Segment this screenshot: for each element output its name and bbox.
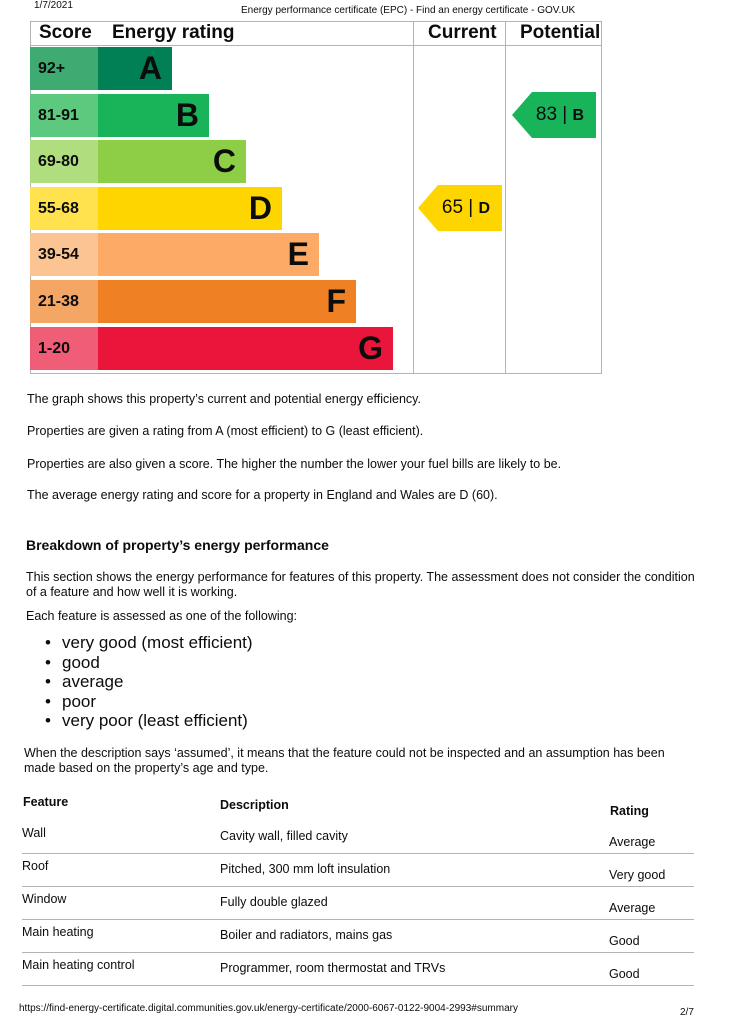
rating-column-header: Rating [610, 804, 649, 818]
feature-cell: Roof [22, 859, 49, 873]
rating-band-b [30, 94, 209, 137]
band-letter: C [212, 143, 236, 180]
rating-band-a [30, 47, 172, 90]
band-bar [98, 327, 393, 370]
description-cell: Pitched, 300 mm loft insulation [220, 862, 391, 876]
feature-cell: Main heating control [22, 958, 135, 972]
feature-cell: Main heating [22, 925, 94, 939]
band-letter: F [326, 283, 346, 319]
intro-text-4: The average energy rating and score for a property in England and Wales are D (60). [27, 488, 498, 502]
band-bar [98, 187, 282, 230]
rating-band-c [30, 140, 246, 183]
description-cell: Fully double glazed [220, 895, 328, 909]
current-column-header: Current [428, 22, 497, 43]
feature-column-header: Feature [23, 795, 69, 809]
potential-column-header: Potential [520, 22, 601, 43]
potential-column-divider [505, 21, 506, 374]
rating-cell: Average [609, 901, 656, 915]
description-cell: Cavity wall, filled cavity [220, 829, 348, 843]
rating-band-f [30, 280, 356, 323]
epc-rating-chart [30, 21, 602, 374]
page-header-title: Energy performance certificate (EPC) - Find an energy certificate - GOV.UK [241, 5, 576, 16]
table-row [22, 853, 694, 887]
feature-cell: Wall [22, 826, 46, 840]
band-score-label: 69-80 [30, 140, 98, 183]
list-item: • good [45, 653, 253, 673]
arrow-score-value: 65 [441, 196, 464, 218]
band-bar [98, 233, 319, 276]
description-cell: Boiler and radiators, mains gas [220, 928, 393, 942]
band-letter: B [175, 96, 199, 133]
band-score-label: 1-20 [30, 327, 98, 370]
band-score-label: 21-38 [30, 280, 98, 323]
arrow-band-letter: B [572, 106, 585, 124]
feature-cell: Window [22, 892, 67, 906]
score-column-header: Score [39, 22, 92, 43]
band-score-label: 39-54 [30, 233, 98, 276]
band-score-label: 92+ [30, 47, 98, 90]
assumed-note: When the description says ‘assumed’, it means that the feature could not be inspected and an assumption has been made based on the property’s age and type. [24, 746, 665, 775]
band-bar [98, 280, 356, 323]
arrow-separator: | [557, 103, 573, 125]
description-column-header: Description [220, 798, 289, 812]
description-cell: Programmer, room thermostat and TRVs [220, 961, 446, 975]
band-bar [98, 94, 209, 137]
current-rating-arrow [418, 185, 502, 231]
intro-text-2: Properties are given a rating from A (most efficient) to G (least efficient). [27, 424, 424, 438]
list-item: • very good (most efficient) [45, 633, 253, 653]
arrow-band-letter: D [478, 199, 491, 217]
rating-column-header: Energy rating [112, 22, 235, 43]
page-number: 2/7 [680, 1007, 694, 1018]
rating-cell: Good [609, 934, 640, 948]
table-row [22, 919, 694, 953]
rating-band-e [30, 233, 319, 276]
potential-rating-arrow [512, 92, 596, 138]
rating-band-d [30, 187, 282, 230]
breakdown-heading: Breakdown of property’s energy performance [26, 537, 329, 553]
rating-band-g [30, 327, 393, 370]
current-column-divider [413, 21, 414, 374]
table-row [22, 886, 694, 920]
rating-cell: Good [609, 967, 640, 981]
band-letter: G [358, 329, 383, 366]
band-bar [98, 47, 172, 90]
band-bar [98, 140, 246, 183]
band-score-label: 81-91 [30, 94, 98, 137]
footer-url: https://find-energy-certificate.digital.communities.gov.uk/energy-certificate/2000-6067-0122-9004-2993#summary [19, 1003, 518, 1014]
header-divider [30, 45, 602, 46]
intro-text-3: Properties are also given a score. The higher the number the lower your fuel bills are likely to be. [27, 457, 562, 471]
breakdown-assessment-intro: Each feature is assessed as one of the following: [26, 609, 297, 623]
band-letter: E [287, 236, 309, 273]
arrow-score-value: 83 [535, 103, 558, 125]
arrow-separator: | [463, 196, 479, 218]
band-score-label: 55-68 [30, 187, 98, 230]
breakdown-description: This section shows the energy performance for features of this property. The assessment does not consider the condition of a feature and how well it is working. [26, 570, 695, 599]
list-item: • very poor (least efficient) [45, 711, 253, 731]
band-letter: A [138, 50, 162, 86]
rating-cell: Average [609, 835, 656, 849]
assessment-levels-list [45, 633, 253, 731]
intro-text-1: The graph shows this property’s current and potential energy efficiency. [27, 392, 421, 406]
rating-cell: Very good [609, 868, 666, 882]
band-letter: D [248, 189, 272, 226]
table-row [22, 952, 694, 986]
table-row [22, 820, 694, 854]
page-header-date: 1/7/2021 [34, 0, 73, 11]
list-item: • poor [45, 692, 253, 712]
list-item: • average [45, 672, 253, 692]
